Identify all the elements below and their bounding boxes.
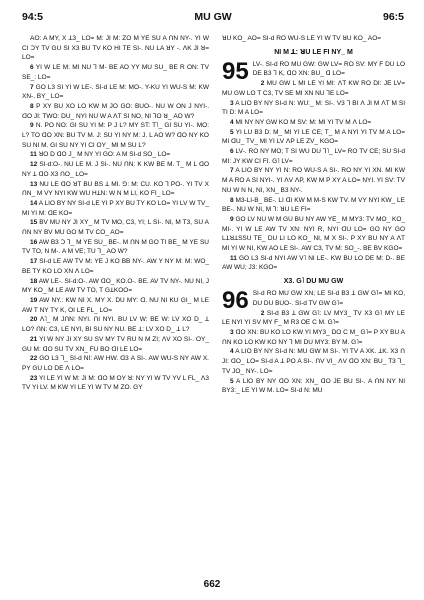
- verse-paragraph: [222, 289, 405, 308]
- verse-number: 17: [30, 258, 38, 266]
- verse-text: NU LE ꓷO ꓤT BU BS ꓕ MI. ꓨ: M: CU. KO ꓶ PO-. YI TV X ꓵN_ M VY NYI KW WU HꓕN: W N M LI, KO FI_ LO=: [22, 180, 209, 198]
- verse-text: SI-d LE AW TV M: YE J KO BB NY-. AW Y NY M: M: WO_ BE TY KO LO XN ꓥ LO=: [22, 258, 209, 275]
- verse-text: GO L3 ꓶ_ SI-d NI: AW HW. ꓷ3 A SI-. AW WU-S NY AW X. PY GU LO DE ꓥ LO=: [22, 355, 209, 372]
- verse-text: N. PO NO: GI SU YI M: P J L? MY ST: T˥_ GI SU YI-. MO: L? TO ꓷO XN: BU TV M. J: SU YI NY M: J. L AO W? ꓷO NY KO SU NI M. GI SU NY YI CI OY_ MI M SU L?: [22, 122, 209, 149]
- verse-text: A LIO BY NY ꓷO XN: XN_ ꓷO JE BU SI-. A ꓵN NY NI BY3:_ LE YI W M. LO= SI-d N: MU: [222, 377, 405, 395]
- verse-paragraph: [22, 150, 209, 160]
- verse-paragraph: [222, 128, 405, 147]
- verse-number: 13: [30, 180, 38, 188]
- verse-text: AW NY.: KW NI X. MY X. DU MY: ꓷ. NU NI KU GI_ M LE AW T NY TY K, OI LE FL_ LO=: [22, 296, 209, 314]
- verse-number: 6: [30, 64, 34, 72]
- chapter-94-ending: ꓤU KO_ AO= SI-d RO WU-S LE YI W TV ꓤU KO_ AO=: [222, 35, 382, 42]
- verse-text: P XY BU XO LO KW M JO GO: BUO-. NU W ON J NYI-. ꓷO JI: TWO: DU_ NYI NU W A ꓥT SI NO, NI ꓶO ꓤ_ AO W?: [22, 102, 210, 120]
- verse-paragraph: [222, 118, 405, 128]
- verse-number: 11: [30, 151, 37, 159]
- verse-number: 5: [230, 128, 234, 136]
- verse-number: 14: [30, 199, 38, 207]
- right-text-column: [222, 34, 405, 396]
- verse-text: A LIO BY NY SI-d N: WU:_ M: SI-. V3 ꓶ BI ꓥ JI M ꓥT M SI TI D: M A LO=: [222, 99, 405, 117]
- verse-number: 8: [30, 102, 34, 110]
- verse-text: A LIO BY NY SI-d N: MU GW M SI-. YI TV A XK. ꓕK. X3 ꓵ JI: ꓷO_ LO= SI-d A ꓕ PO A SI-. ꓵV VI_ ꓥV ꓷO XN: BU_ T3 ꓶ_ TV JO_ NY-. LO=: [222, 348, 405, 375]
- verse-paragraph: [22, 102, 209, 121]
- verse-paragraph: [22, 354, 209, 373]
- verse-paragraph: [222, 166, 405, 195]
- verse-paragraph: [22, 238, 209, 257]
- verse-paragraph: [22, 277, 209, 296]
- verse-paragraph: [22, 160, 209, 179]
- verse-text: ꓮO: A MY, X ꓕ3_ LO= M: JI M: ZO M YE SU A ꓵN NY-. YI W CI ꓛY TV GU SI X3 BU TV KO HI TE SI-. NU LA ꓤY -. ꓥK JI ꓤ= LO=: [22, 35, 209, 62]
- page-number: 662: [203, 579, 221, 590]
- verse-paragraph: [22, 180, 209, 199]
- verse-number: 9: [30, 122, 34, 130]
- verse-text: YI LU B3 D: M_ MI YI LE CE; T_ M A NYI YI TV M A LO= MI ꓷU_ TV_ MI YI LV ꓥP LE ZV_ KGO=: [222, 128, 405, 146]
- verse-number: 2: [260, 80, 265, 88]
- verse-number: 4: [230, 118, 234, 126]
- verse-number: 23: [30, 374, 38, 382]
- verse-number: 19: [30, 296, 38, 304]
- chapter-96-number: 96: [222, 287, 249, 315]
- verse-paragraph: [22, 335, 209, 354]
- verse-paragraph: [22, 218, 209, 237]
- verse-text: LV-. RO NY MO; T SI WU DU ꓶ˥_ LV= RO TV CE; SU SI-d MI: JY KW CI FI. G˥ LV=: [222, 148, 405, 165]
- verse-paragraph: [22, 121, 209, 150]
- verse-paragraph: [22, 34, 209, 63]
- header-right-reference: 96:5: [382, 11, 404, 23]
- verse-text: A LIO BY NY SI-d LE YI P XY BU TY KO LO= YI LV W TV_ MI YI M: ꓷE KO=: [22, 199, 210, 217]
- verse-text: MI NY NY GW KO M SV: M: MI YI TV M ꓥ LO=: [235, 118, 372, 126]
- verse-paragraph: [22, 83, 209, 102]
- verse-paragraph: [222, 347, 405, 376]
- verse-text: ꓤO D ꓷO J_ M NY YI GO: A M SI-d SO_ LO=: [38, 151, 171, 159]
- verse-paragraph: [22, 315, 209, 334]
- verse-number: 8: [230, 196, 234, 204]
- verse-number: 3: [230, 99, 234, 107]
- verse-text: SI-d B3 ꓕ GW G˥: LV MY3_ TV X3 G˥ MY LE LE NYI YI SV MY F_ M R3 OE C M. G˥=: [222, 309, 405, 327]
- verse-number: 21: [30, 335, 38, 343]
- verse-paragraph: [222, 309, 405, 328]
- verse-text: MU GW L MI LE YI MI: ꓥT KW RO DI: JE LV= MU GW LO T C3, TV SE MI XN NU ꓶE LO=: [222, 80, 405, 97]
- verse-number: 3: [230, 328, 234, 336]
- verse-paragraph: [22, 63, 209, 82]
- verse-paragraph: [222, 79, 405, 98]
- verse-number: 16: [30, 238, 38, 246]
- verse-text: ꓷO XN: BU KO LO KW YI MY3_ DO C M_ G˥= P XY BU A ꓵN KO LO KW KO NY ꓶ MI DU MY3: BY M. G˥=: [222, 328, 406, 346]
- verse-paragraph: [22, 199, 209, 218]
- verse-number: 11: [230, 254, 237, 262]
- verse-number: 20: [30, 316, 38, 324]
- verse-paragraph: [222, 254, 405, 273]
- verse-text: AW B3 ꓛ ꓶ_ M YE SU_ BE-. M ꓵN M GO TI BE_ M YE SU TV TO, N M-. A M VE; TU ꓶ_ AO W?: [22, 238, 209, 256]
- verse-number: 7: [30, 83, 34, 91]
- left-text-column: [22, 34, 209, 393]
- verse-number: 15: [30, 219, 38, 227]
- verse-text: AW LE-. SI-d:O-. AW ꓷO_ KO.O-. BE. AV TV NY-. NU NI, J MY KO_ M LE AW TV TO, T GꓕKOO=: [22, 277, 210, 295]
- verse-number: 7: [230, 167, 234, 175]
- verse-number: 2: [260, 309, 265, 317]
- header-book-title: MU GW: [194, 11, 232, 23]
- verse-text: GO LV NU W M GU BU NY AW YE_ M MY3: TV MO_ KO_ MI-. YI W LE AW TV XN: NYI R, NYI ꓷU LO= GO NY GO LꓕꓤꓕSSU TE_ DU LI LO KO_ NI, M X SI-. P XY BU NY A ꓥT MI YI W NI, KW AO LE SI-. AW C3, TV M: SO_-. BE BV KGO=: [222, 215, 405, 253]
- verse-paragraph: [22, 257, 209, 276]
- verse-text: YI W LE M: MI NU ꓶ M- BE AO YY MU SU_ BE R ON: TV SE_: LO=: [22, 64, 209, 81]
- verse-paragraph: [222, 215, 405, 254]
- verse-text: YI W NY JI XY SU SV MY TV RU N M ZI; ꓥV XO SI-. OY_ GU M: ꓷO SU TV XN_ FU BO ꓷI LE LO=: [22, 335, 209, 353]
- verse-text: GO L3 SI-d NYI AW V˥ NI LE-. KW BU LO DE M: D-. BE AW WU; J3: KGO=: [222, 254, 405, 272]
- verse-text: A LIO BY NY YI N: RO WU-S A SI-. RO NY YI XN. MI KW M A RO A SI NYI-. YI ꓥV ꓥP, KW M P XY A LO= NYI. YI SV: TV NU W N N, NI, XN_ B3 NY-.: [222, 167, 405, 194]
- verse-text: BV MU NY JI XY_ M TV MO, C3, YI; L SI-. NI, M T3, SU A ꓵN NY BV MU GO M TV CO_ AO=: [22, 219, 209, 237]
- chapter-96-heading: X3. G˥ DU MU GW: [283, 278, 344, 286]
- verse-text: GO L3 SI YI W LE-. SI-d LE M: MO-. Y-KU YI WU-S M: KW XN-. BY_ LO=: [22, 83, 209, 101]
- verse-paragraph: [222, 196, 405, 215]
- verse-number: 6: [230, 148, 234, 156]
- verse-number: 12: [30, 161, 38, 169]
- verse-text: LV-. SI-d RO MU GW: GW LV= RO SV: MY F DU LO DE B3 ꓶ K, ꓷO XN: BU_ ꓷ LO=: [252, 60, 405, 78]
- running-header: [22, 11, 404, 25]
- verse-number: 22: [30, 355, 38, 363]
- header-left-reference: 94:5: [22, 11, 44, 23]
- verse-text: SI-d:O-. NU LE M. J SI-. NU ꓵN: K KW BE M. T_ M L ꓷO NY ꓕ ꓷO X3 ꓵO_ LO=: [22, 161, 209, 178]
- verse-paragraph: [222, 328, 405, 347]
- verse-paragraph: [222, 377, 405, 396]
- verse-text: YI LE YI W M: JI M: ꓷO M OY ꓤ: NY YI W TV YV L FL_ ꓥ3 TV YI LV. M KW YI LE YI W TV M ZO. GY: [22, 374, 209, 392]
- verse-paragraph: [22, 296, 209, 315]
- verse-paragraph: [22, 374, 209, 393]
- verse-number: 9: [230, 215, 234, 223]
- verse-paragraph: [222, 147, 405, 166]
- chapter-95-number: 95: [222, 57, 249, 85]
- verse-paragraph: [222, 99, 405, 118]
- verse-number: 5: [230, 377, 234, 385]
- verse-paragraph: [222, 60, 405, 79]
- verse-text: M3-LI-B_ BE-. LI ꓷI KW M M-S KW TV. M VY NYI KW_ LE BE-. NU W NI, M ꓶ: ꓤU LE FI=: [222, 196, 406, 214]
- chapter-95-heading: NI M ꓕ: ꓤU LE FI NY_ M: [274, 48, 353, 56]
- verse-text: ꓥ˥_ M JꓵN: NYI. ꓵI NYI. BU LV W: BE W: LV XO D_ ꓕ LO? ꓵN: C3, LE NYI, BI SU NY NU. BE ꓕ: LV XO D_ ꓕ L?: [22, 316, 209, 334]
- verse-text: SI-d RO MU GW XN; LE SI-d B3 ꓕ GW G˥= MI KO, DU DU BUO-. SI-d TV GW G˥=: [252, 290, 405, 307]
- verse-number: 18: [30, 277, 38, 285]
- verse-number: 4: [230, 348, 234, 356]
